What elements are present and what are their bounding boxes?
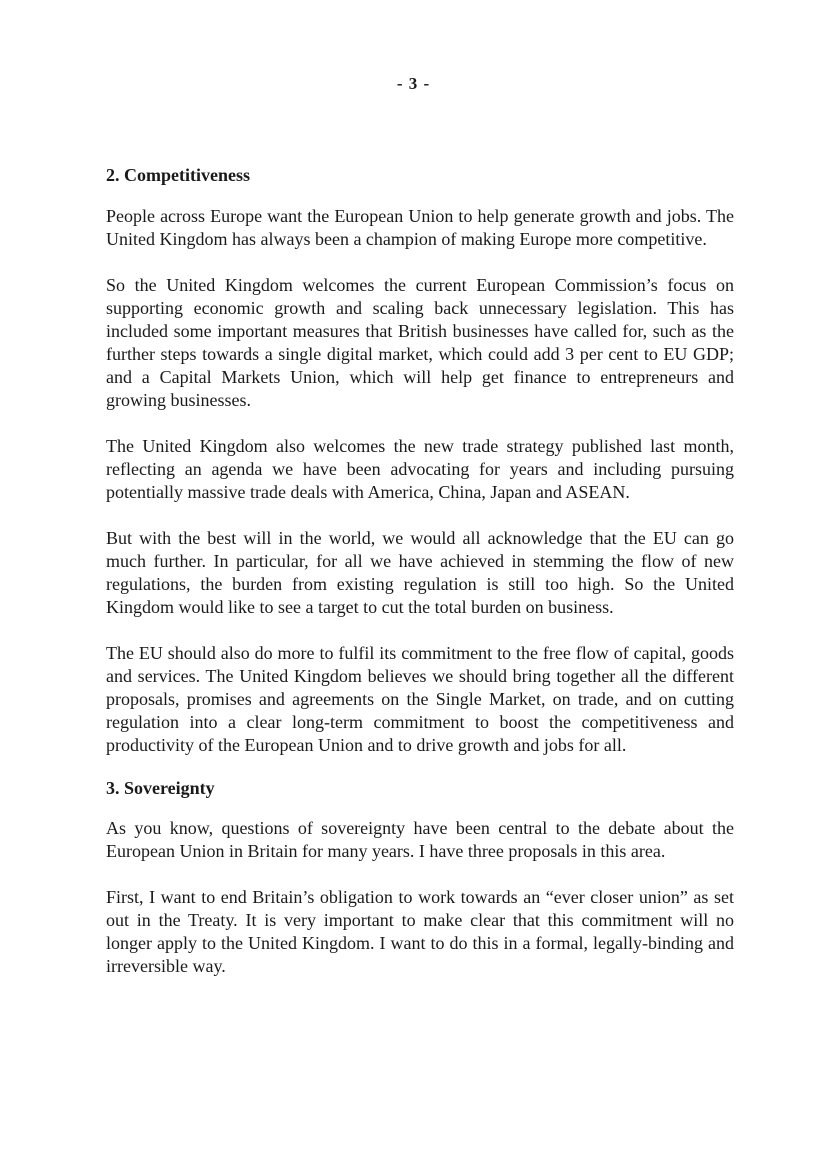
paragraph: As you know, questions of sovereignty have been central to the debate about the European Union in Britain for many years. I have three proposals in this area.: [106, 818, 734, 861]
paragraph: First, I want to end Britain’s obligation to work towards an “ever closer union” as set out in the Treaty. It is very important to make clear that this commitment will no longer apply to the United Kingdom. I want to do this in a formal, legally-binding and irreversible way.: [106, 887, 734, 976]
paragraph: So the United Kingdom welcomes the current European Commission’s focus on supporting economic growth and scaling back unnecessary legislation. This has included some important measures that British businesses have called for, such as the further steps towards a single digital market, which could add 3 per cent to EU GDP; and a Capital Markets Union, which will help get finance to entrepreneurs and growing businesses.: [106, 275, 734, 410]
page-number: - 3 -: [396, 74, 431, 93]
paragraph: The EU should also do more to fulfil its commitment to the free flow of capital, goods and services. The United Kingdom believes we should bring together all the different proposals, promises and agreements on the Single Market, on trade, and on cutting regulation into a clear long-term commitment to boost the competitiveness and productivity of the European Union and to drive growth and jobs for all.: [106, 643, 734, 755]
section-competitiveness: [106, 163, 734, 757]
paragraph: The United Kingdom also welcomes the new trade strategy published last month, reflecting an agenda we have been advocating for years and including pursuing potentially massive trade deals with America, China, Japan and ASEAN.: [106, 436, 734, 502]
section-heading: 2. Competitiveness: [106, 165, 250, 185]
section-heading: 3. Sovereignty: [106, 778, 215, 798]
document-body: [106, 163, 734, 1001]
section-sovereignty: [106, 776, 734, 978]
paragraph: People across Europe want the European Union to help generate growth and jobs. The United Kingdom has always been a champion of making Europe more competitive.: [106, 206, 734, 249]
paragraph: But with the best will in the world, we would all acknowledge that the EU can go much further. In particular, for all we have achieved in stemming the flow of new regulations, the burden from existing regulation is still too high. So the United Kingdom would like to see a target to cut the total burden on business.: [106, 528, 734, 617]
